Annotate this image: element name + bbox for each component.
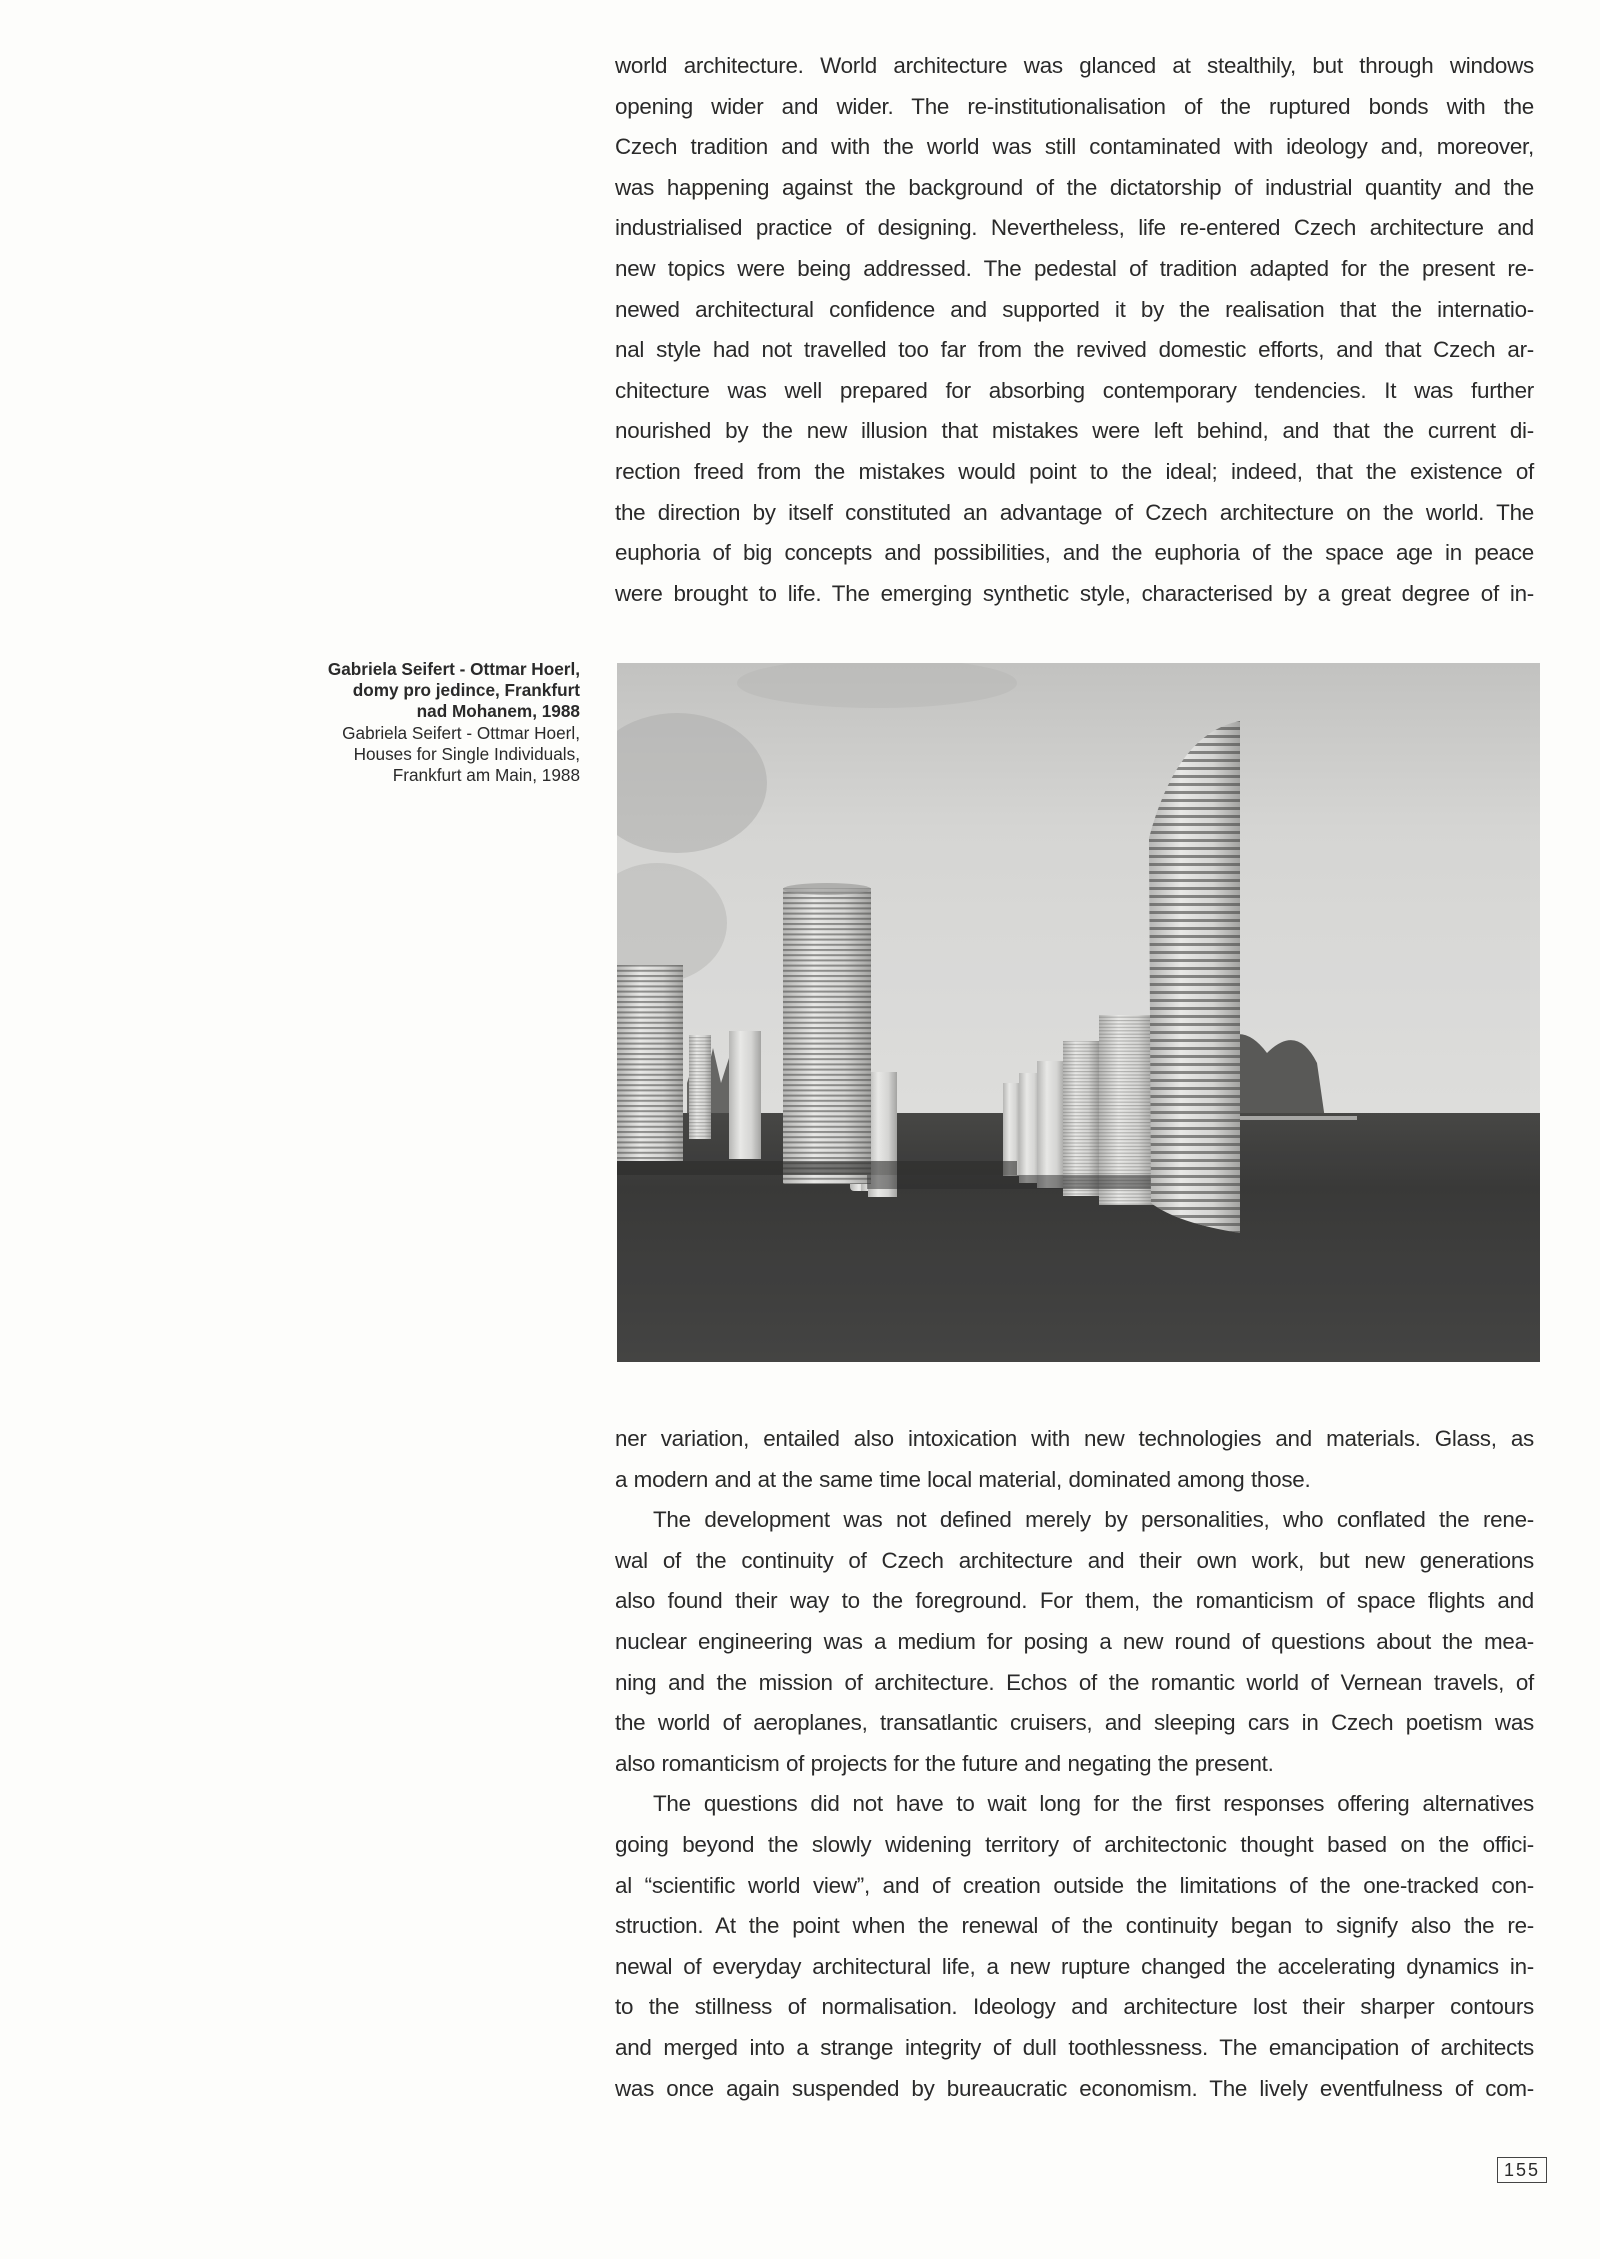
text-line: also romanticism of projects for the future and negating the present.: [615, 1750, 1274, 1776]
text-line: nuclear engineering was a medium for posing a new round of questions about the mea-: [615, 1628, 1534, 1654]
caption-english-line: Gabriela Seifert - Ottmar Hoerl,: [342, 722, 580, 743]
text-line: the world of aeroplanes, transatlantic cruisers, and sleeping cars in Czech poetism was: [615, 1710, 1534, 1736]
text-line: the direction by itself constituted an advantage of Czech architecture on the world. The: [615, 499, 1534, 525]
paragraph: [615, 1419, 1534, 1500]
text-line: chitecture was well prepared for absorbing contemporary tendencies. It was further: [615, 377, 1534, 403]
caption-czech-line: nad Mohanem, 1988: [416, 701, 580, 722]
text-line: were brought to life. The emerging synthetic style, characterised by a great degree of in-: [615, 580, 1534, 606]
text-line: wal of the continuity of Czech architecture and their own work, but new generations: [615, 1547, 1534, 1573]
caption-english-line: Frankfurt am Main, 1988: [392, 765, 580, 786]
text-line: opening wider and wider. The re-institutionalisation of the ruptured bonds with the: [615, 93, 1534, 119]
page-number: 155: [1497, 2157, 1547, 2183]
paragraph: [615, 46, 1534, 614]
text-line: nourished by the new illusion that mistakes were left behind, and that the current di-: [615, 418, 1534, 444]
cylindrical-towers-photo: [617, 663, 1540, 1362]
text-line: struction. At the point when the renewal of the continuity began to signify also the re-: [615, 1913, 1534, 1939]
text-line: ning and the mission of architecture. Echos of the romantic world of Vernean travels, of: [615, 1669, 1534, 1695]
text-line: world architecture. World architecture was glanced at stealthily, but through windows: [615, 53, 1534, 78]
caption-czech-line: domy pro jedince, Frankfurt: [352, 680, 580, 701]
text-line: going beyond the slowly widening territory of architectonic thought based on the offici-: [615, 1831, 1534, 1857]
paragraph: [615, 1500, 1534, 1784]
text-line: The questions did not have to wait long for the first responses offering alternatives: [653, 1791, 1534, 1817]
figure-photo: [617, 663, 1540, 1362]
text-line: was happening against the background of the dictatorship of industrial quantity and the: [615, 174, 1534, 200]
text-line: and merged into a strange integrity of dull toothlessness. The emancipation of architects: [615, 2034, 1534, 2060]
text-line: rection freed from the mistakes would point to the ideal; indeed, that the existence of: [615, 458, 1534, 484]
text-line: euphoria of big concepts and possibilities, and the euphoria of the space age in peace: [615, 540, 1534, 566]
text-line: The development was not defined merely by personalities, who conflated the rene-: [653, 1507, 1534, 1533]
caption-english-line: Houses for Single Individuals,: [353, 743, 580, 764]
text-line: Czech tradition and with the world was still contaminated with ideology and, moreover,: [615, 134, 1534, 160]
text-line: industrialised practice of designing. Nevertheless, life re-entered Czech architecture and: [615, 215, 1534, 241]
text-line: a modern and at the same time local material, dominated among those.: [615, 1466, 1311, 1492]
text-line: ner variation, entailed also intoxication with new technologies and materials. Glass, as: [615, 1426, 1534, 1451]
text-line: also found their way to the foreground. For them, the romanticism of space flights and: [615, 1588, 1534, 1614]
text-line: nal style had not travelled too far from the revived domestic efforts, and that Czech ar-: [615, 337, 1534, 363]
body-text-bottom: [615, 1419, 1534, 2109]
text-line: al “scientific world view”, and of creation outside the limitations of the one-tracked con-: [615, 1872, 1534, 1898]
text-line: to the stillness of normalisation. Ideology and architecture lost their sharper contours: [615, 1994, 1534, 2020]
paragraph: [615, 1784, 1534, 2109]
text-line: was once again suspended by bureaucratic economism. The lively eventfulness of com-: [615, 2075, 1534, 2101]
figure-caption: [240, 659, 580, 786]
body-text-top: [615, 46, 1534, 614]
text-line: new topics were being addressed. The pedestal of tradition adapted for the present re-: [615, 255, 1534, 281]
caption-czech-line: Gabriela Seifert - Ottmar Hoerl,: [327, 659, 580, 679]
text-line: newal of everyday architectural life, a new rupture changed the accelerating dynamics in-: [615, 1953, 1534, 1979]
text-line: newed architectural confidence and supported it by the realisation that the internatio-: [615, 296, 1534, 322]
